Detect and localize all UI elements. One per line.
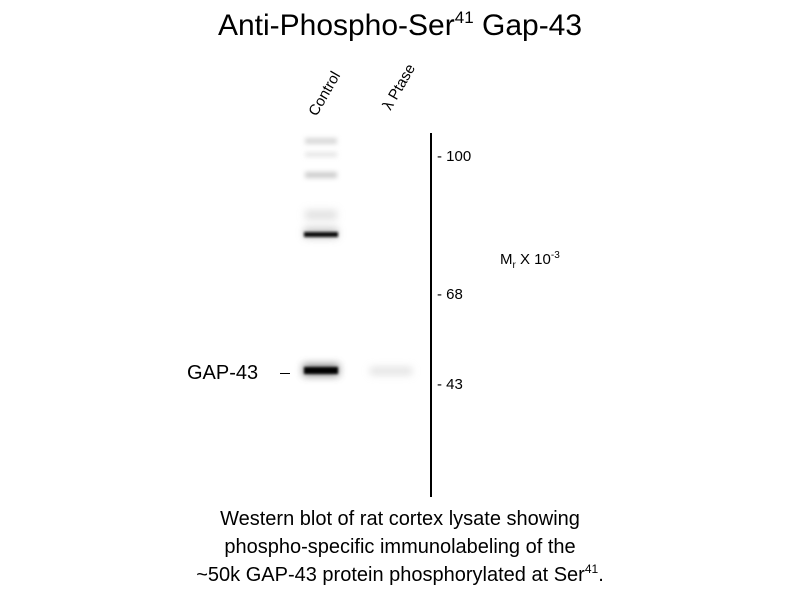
control-lane-bands xyxy=(303,138,339,376)
marker-68: - 68 xyxy=(437,286,463,303)
mr-mid: X 10 xyxy=(515,251,551,268)
figure-caption xyxy=(0,505,800,589)
band-faint-1 xyxy=(305,138,337,144)
figure-title xyxy=(0,8,800,44)
caption-line-3 xyxy=(0,561,800,589)
band-faint-3 xyxy=(305,172,337,178)
marker-43: - 43 xyxy=(437,376,463,393)
ptase-lane-bands xyxy=(370,367,412,375)
mr-exp: -3 xyxy=(550,250,560,261)
caption-line-3-main: ~50k GAP-43 protein phosphorylated at Ser xyxy=(196,564,585,586)
marker-100: - 100 xyxy=(437,148,472,165)
mr-base: M xyxy=(500,251,513,268)
band-gap43-control xyxy=(304,367,338,374)
title-main: Anti-Phospho-Ser xyxy=(217,9,455,42)
caption-line-3-sup: 41 xyxy=(584,562,599,576)
band-faint-2 xyxy=(305,152,337,157)
band-label-gap43: GAP-43 xyxy=(187,362,259,384)
molecular-weight-axis xyxy=(430,133,432,497)
lane-label-control: Control xyxy=(305,68,345,119)
western-blot-image xyxy=(290,128,430,428)
title-superscript: 41 xyxy=(454,8,474,27)
band-label-dash xyxy=(280,373,290,374)
band-faint-4 xyxy=(305,210,337,220)
caption-line-2: phospho-specific immunolabeling of the xyxy=(224,536,576,558)
band-upper-strong xyxy=(304,232,338,237)
caption-line-3-end: . xyxy=(598,564,604,586)
band-gap43-ptase xyxy=(370,367,412,375)
title-suffix: Gap-43 xyxy=(473,9,583,42)
caption-line-1: Western blot of rat cortex lysate showing xyxy=(220,508,580,530)
molecular-weight-unit-label xyxy=(500,250,560,271)
lane-label-ptase: λ Ptase xyxy=(379,61,420,113)
mr-sub: r xyxy=(512,260,516,271)
